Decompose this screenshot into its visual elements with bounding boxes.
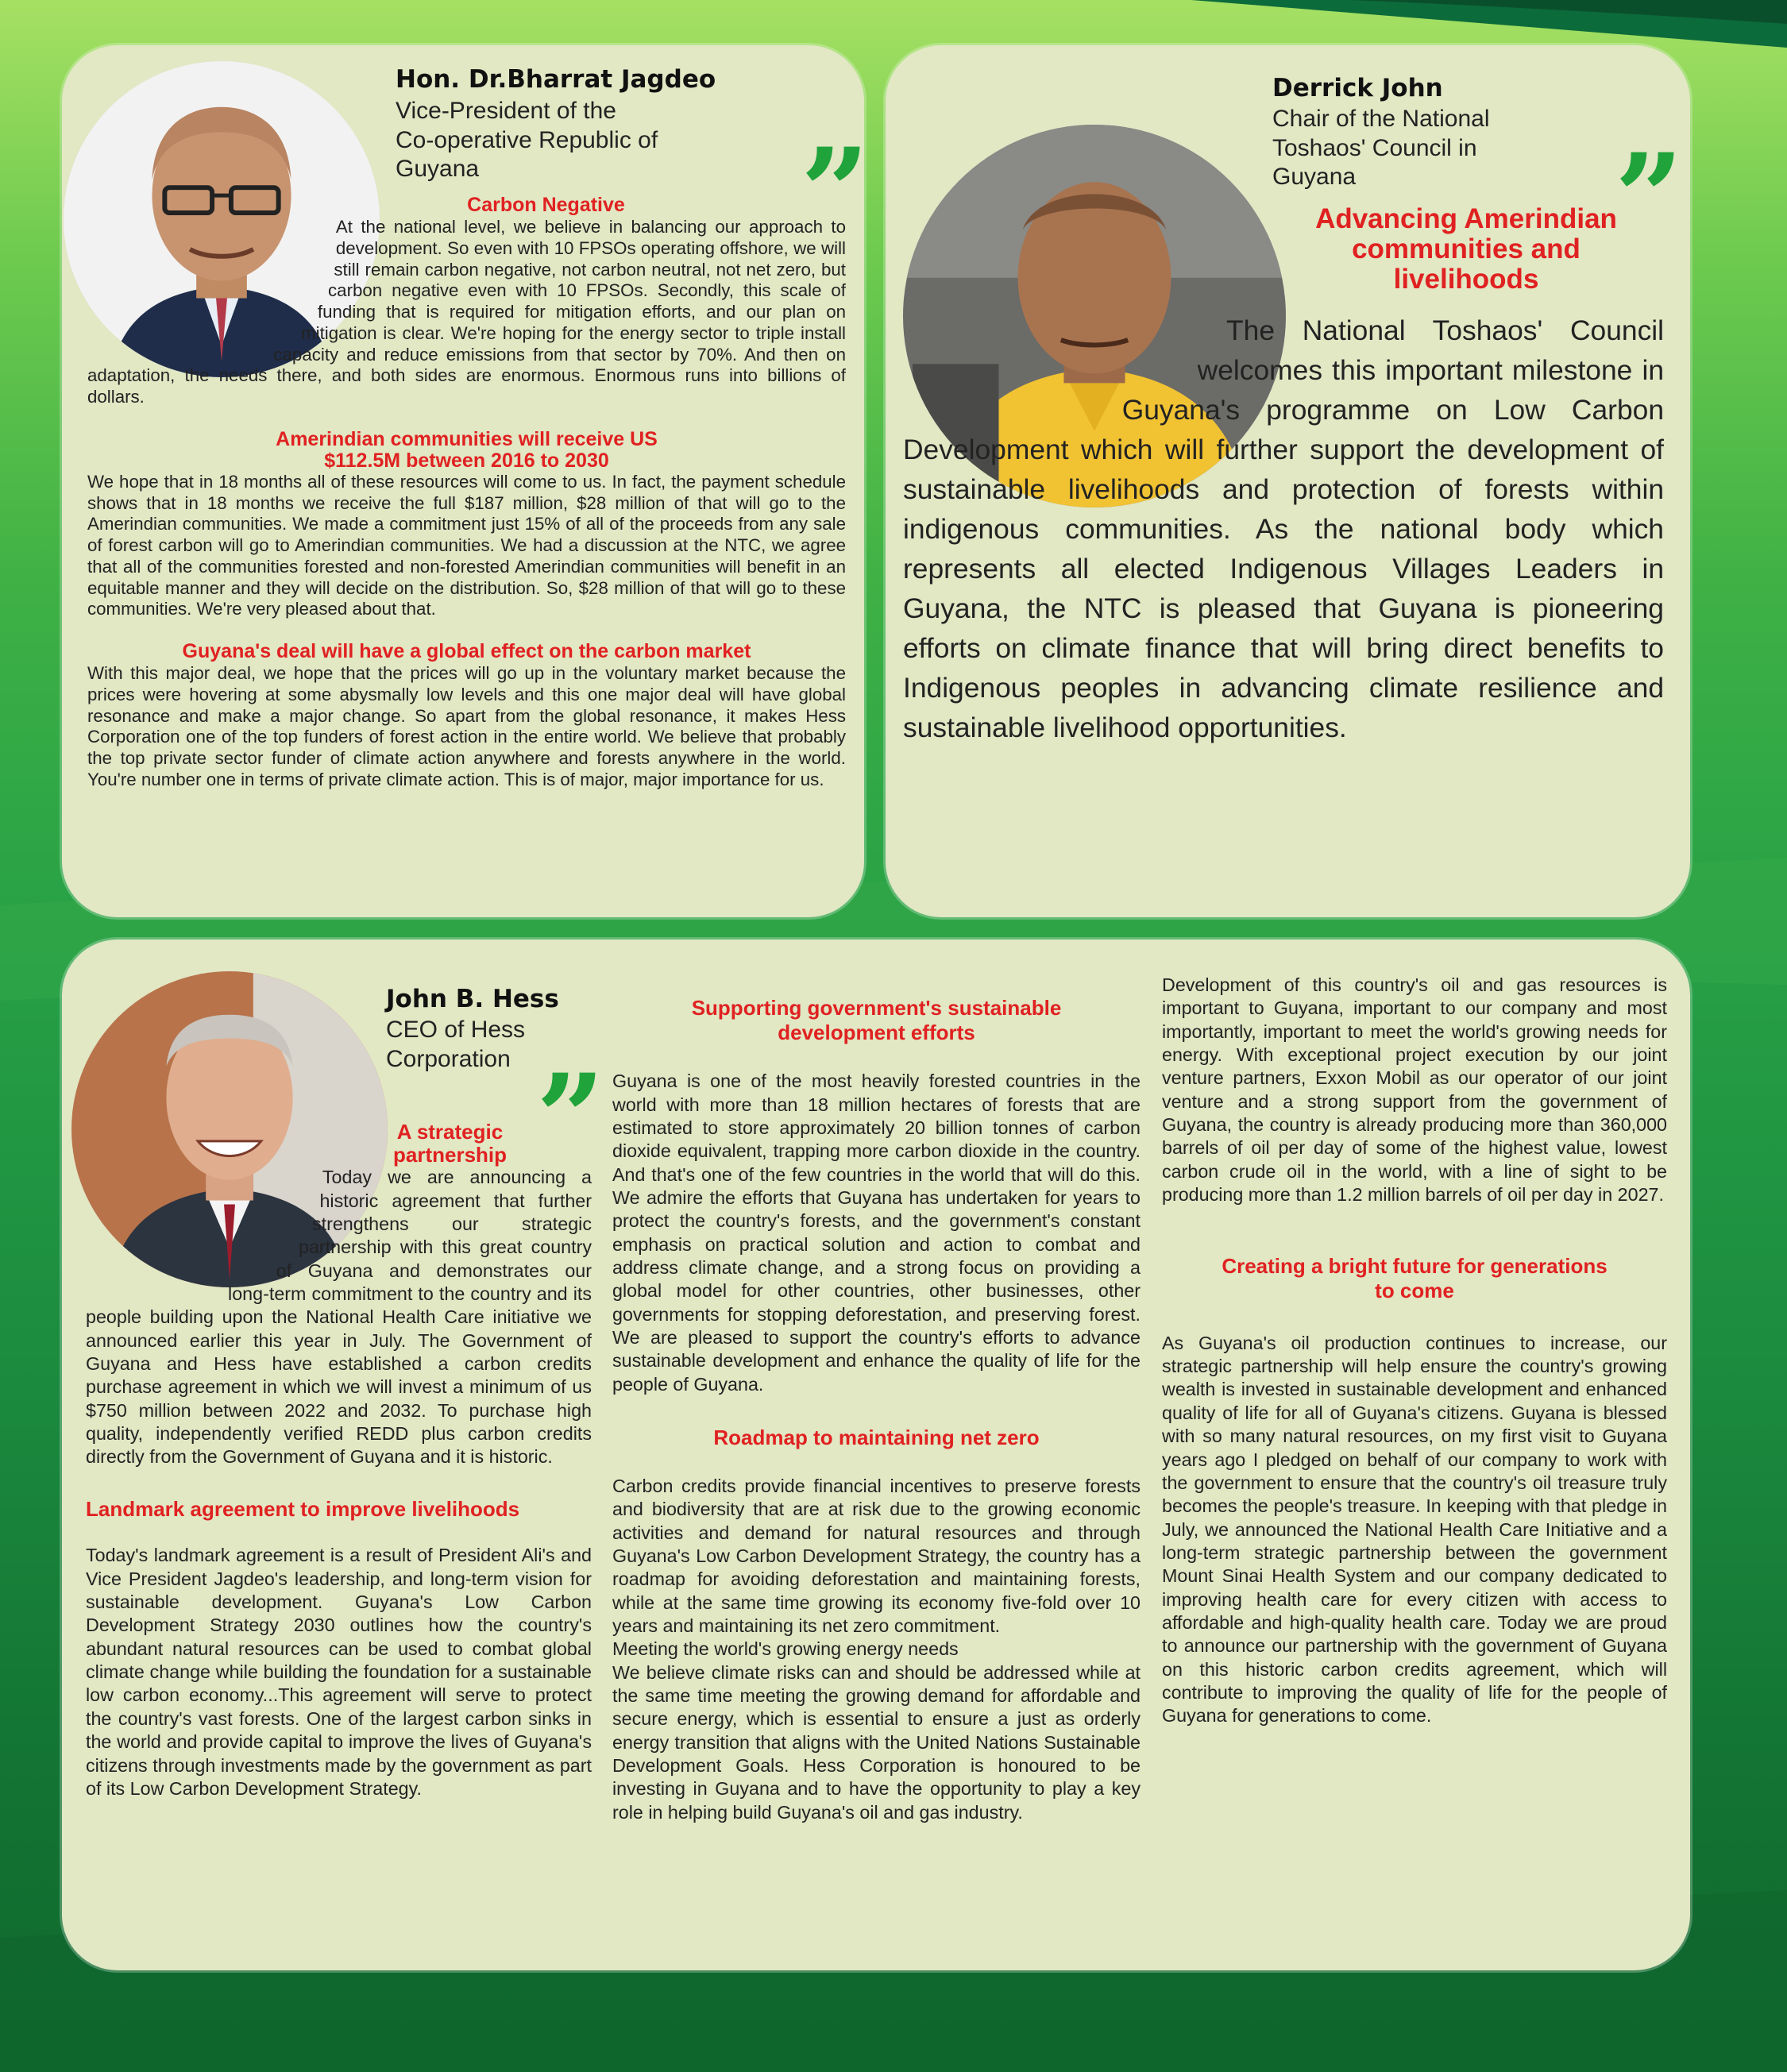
jagdeo-card [62, 45, 870, 917]
quote-mark-icon: ” [1615, 128, 1684, 268]
amerindian-text: We hope that in 18 months all of these resources will come to us. In fact, the payment schedule shows that in 18 months we receive the full $187 million, $28 million of that will go to the Amerindian communities. We made a commitment just 15% of all of the proceeds from any sale of forest carbon will go to Amerindian communities. We had a discussion at the NTC, we agree that all of the communities forested and non-forested Amerindian communities will benefit in an equitable manner and they will decide on the distribution. So, $28 million of that will go to these communities. We're very pleased about that. [87, 471, 846, 619]
john-role: Chair of the National Toshaos' Council in Guyana [1272, 106, 1490, 191]
hess-col2 [612, 996, 1141, 1824]
john-card [886, 45, 1690, 917]
landmark-heading: Landmark agreement to improve livelihoods [86, 1496, 520, 1521]
quote-mark-icon: ” [801, 122, 870, 262]
development-text: Development of this country's oil and gas resources is important to Guyana, important to our company and most importantly, important to meet the world's growing needs for energy. With exceptional project execution by our joint venture partners, Exxon Mobil as our operator of our joint venture and a strong support from the government of Guyana, the country is already producing more than 360,000 barrels of oil per day of some of the highest value, lowest carbon crude oil in the world, with a line of sight to be producing more than 1.2 million barrels of oil per day in 2027. [1162, 974, 1667, 1206]
hess-name: John B. Hess [386, 985, 559, 1013]
jagdeo-article [87, 196, 846, 791]
global-effect-heading: Guyana's deal will have a global effect on the carbon market [182, 640, 751, 662]
supporting-text: Guyana is one of the most heavily forested countries in the world with more than 18 million hectares of forests that are estimated to store approximately 20 billion tonnes of carbon dioxide equivalent, trapping more carbon dioxide in the country. And that's one of the few countries in the world that will do this. We admire the efforts that Guyana has undertaken for years to protect the country's forests, and the government's constant emphasis on practical solution and action to combat and address climate change, and a strong focus on providing a global model for other countries, other businesses, other governments for stopping deforestation, and preserving forest. We are pleased to support the country's efforts to advance sustainable development and enhance the quality of life for the people of Guyana. [612, 1071, 1141, 1395]
global-effect-text: With this major deal, we hope that the prices will go up in the voluntary market because the prices were hovering at some abysmally low levels and this one major deal will have global resonance and make a major change. So apart from the global resonance, it makes Hess Corporation one of the top funders of forest action in the entire world. We believe that probably the top private sector funder of climate action anywhere and forests anywhere in the world. You're number one in terms of private climate action. This is of major, major importance for us. [87, 663, 846, 789]
john-name: Derrick John [1272, 74, 1443, 102]
carbon-negative-text: At the national level, we believe in balancing our approach to development. So even with 10 FPSOs operating offshore, we will still remain carbon negative, not carbon neutral, not net zero, but carbon negative even with 10 FPSOs. Secondly, this scale of funding that is required for mitigation efforts, and our plan on mitigation is clear. We're hoping for the energy sector to triple install capacity and reduce emissions from that sector by 70%. And then on adaptation, the needs there, and both sides are enormous. Enormous runs into billions of dollars. [87, 217, 846, 407]
bright-future-text: As Guyana's oil production continues to increase, our strategic partnership will help ensure the country's growing wealth is invested in sustainable development and enhanced quality of life for all of Guyana's citizens. Guyana is blessed with so many natural resources, on my first visit to Guyana years ago I pledged on behalf of our company to work with the government to ensure that the country's oil treasure truly becomes the people's treasure. In keeping with that pledge in July, we announced the National Health Care Initiative and a long-term strategic partnership between the government Mount Sinai Health System and our company dedicated to improving health care for every citizen with access to affordable and high-quality health care. Today we are proud to announce our partnership with the government of Guyana on this historic carbon credits agreement, which will contribute to improving the quality of life for the people of Guyana for generations to come. [1162, 1332, 1667, 1727]
roadmap-heading: Roadmap to maintaining net zero [713, 1426, 1040, 1450]
amerindian-heading: Amerindian communities will receive US $112.5M between 2016 to 2030 [276, 427, 658, 472]
jagdeo-role: Vice-President of the Co-operative Republic of Guyana [396, 98, 658, 183]
landmark-text: Today's landmark agreement is a result of President Ali's and Vice President Jagdeo's leadership, and long-term vision for sustainable development. Guyana's Low Carbon Development Strategy 2030 outlines how the country's abundant natural resources can be used to combat global climate change while building the foundation for a sustainable low carbon economy...This agreement will serve to protect the country's vast forests. One of the largest carbon sinks in the world and provide capital to improve the lives of Guyana's citizens through investments made by the government as part of its Low Carbon Development Strategy. [86, 1545, 592, 1799]
john-text: The National Toshaos' Council welcomes this important milestone in Guyana's programme on Low Carbon Development which will further support the development of sustainable livelihoods and protection of forests within indigenous communities. As the national body which represents all elected Indigenous Villages Leaders in Guyana, the NTC is pleased that Guyana is pioneering efforts on climate finance that will bring direct benefits to Indigenous peoples in advancing climate resilience and sustainable livelihood opportunities. [903, 314, 1664, 743]
energy-needs-text: We believe climate risks can and should be addressed while at the same time meeting the growing demand for affordable and secure energy, which is essential to ensure a just as orderly energy transition that aligns with the United Nations Sustainable Development Goals. Hess Corporation is honoured to be investing in Guyana and to have the opportunity to play a key role in helping build Guyana's oil and gas industry. [612, 1661, 1141, 1823]
john-article [903, 203, 1664, 748]
bright-future-heading: Creating a bright future for generations to come [1222, 1254, 1608, 1303]
supporting-heading: Supporting government's sustainable development efforts [691, 996, 1062, 1044]
strategic-partnership-heading: A strategic partnership [392, 1120, 508, 1167]
quote-mark-icon: ” [536, 1048, 605, 1188]
hess-col3 [1162, 974, 1667, 1728]
hess-col1 [86, 1121, 592, 1800]
energy-needs-subline: Meeting the world's growing energy needs [612, 1638, 959, 1660]
strategic-partnership-text: Today we are announcing a historic agreement that further strengthens our strategic partnership with this great country of Guyana and demonstrates our long-term commitment to the country and its people building upon the National Health Care initiative we announced earlier this year in July. The Government of Guyana and Hess have established a carbon credits purchase agreement in which we will invest a minimum of us $750 million between 2022 and 2032. To purchase high quality, independently verified REDD plus carbon credits directly from the Government of Guyana and it is historic. [86, 1167, 592, 1468]
hess-card [62, 940, 1690, 1970]
jagdeo-name: Hon. Dr.Bharrat Jagdeo [396, 65, 716, 94]
john-heading: Advancing Amerindian communities and livelihoods [1315, 203, 1617, 295]
roadmap-text: Carbon credits provide financial incentives to preserve forests and biodiversity that are at risk due to the growing economic activities and demand for natural resources and through Guyana's Low Carbon Development Strategy, the country has a roadmap for avoiding deforestation and maintaining forests, while at the same time growing its economy five-fold over 10 years and maintaining its net zero commitment. [612, 1475, 1141, 1636]
carbon-negative-heading: Carbon Negative [467, 194, 625, 216]
hess-role: CEO of Hess Corporation [386, 1017, 526, 1072]
